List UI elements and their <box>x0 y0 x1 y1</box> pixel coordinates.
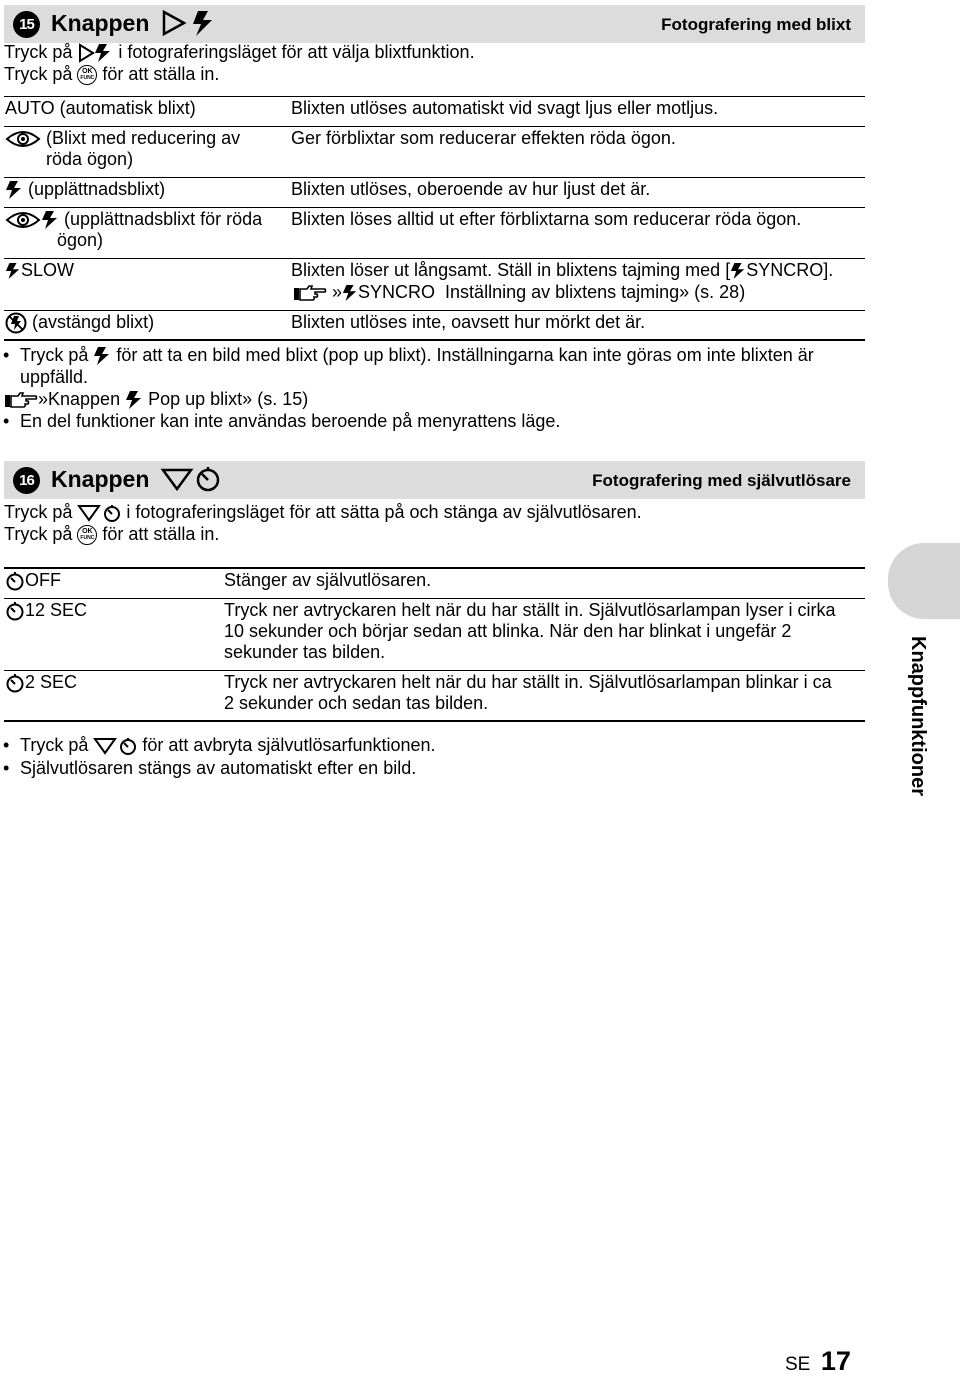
timer-mode-label <box>5 570 61 591</box>
intro-text: Tryck på <box>4 64 73 84</box>
flash-icon <box>125 390 143 410</box>
flash-mode-label <box>5 312 154 334</box>
section-15-header <box>4 5 865 43</box>
self-timer-icon <box>5 601 25 621</box>
intro-line-2 <box>4 524 219 545</box>
intro-text: för att ställa in. <box>102 64 220 84</box>
table-rule <box>4 96 865 97</box>
self-timer-icon <box>5 673 25 693</box>
flash-mode-desc-text: Blixten löser ut långsamt. Ställ in blixtens tajming med [ <box>291 260 731 280</box>
note-text-cont: uppfälld. <box>20 367 89 387</box>
right-arrow-flash-icon <box>160 9 218 37</box>
intro-text: Tryck på <box>4 42 73 62</box>
table-rule <box>4 598 865 599</box>
page-reference <box>4 389 308 410</box>
timer-mode-label-text: 2 SEC <box>25 672 78 692</box>
flash-mode-desc: Blixten utlöses, oberoende av hur ljust det är. <box>291 179 651 199</box>
page-number: 17 <box>820 1346 851 1376</box>
flash-mode-label-text: SLOW <box>21 260 75 280</box>
flash-mode-label-cont: ögon) <box>57 230 104 250</box>
timer-mode-label-text: 12 SEC <box>25 600 88 620</box>
section-category: Fotografering med självutlösare <box>592 471 851 490</box>
intro-line-1 <box>4 42 475 63</box>
timer-mode-desc: 2 sekunder och sedan tas bilden. <box>224 693 489 713</box>
side-tab-marker <box>888 543 960 619</box>
right-arrow-flash-icon <box>77 43 113 63</box>
down-arrow-self-timer-icon <box>93 736 137 756</box>
flash-mode-label: AUTO (automatisk blixt) <box>5 98 196 118</box>
intro-text: Tryck på <box>4 524 73 544</box>
section-number-badge: 15 <box>13 11 40 38</box>
self-timer-icon <box>5 571 25 591</box>
red-eye-flash-icon <box>5 210 59 230</box>
hand-pointer-icon <box>293 284 327 302</box>
section-16-header <box>4 461 865 499</box>
table-rule <box>4 670 865 671</box>
flash-mode-label <box>5 260 74 281</box>
section-title-text: Knappen <box>51 10 150 36</box>
ok-func-button-icon: OK FUNC <box>77 65 97 85</box>
note-text: Tryck på <box>20 735 89 755</box>
flash-mode-desc: Blixten löses alltid ut efter förblixtarna som reducerar röda ögon. <box>291 209 802 229</box>
timer-mode-desc: Tryck ner avtryckaren helt när du har ställt in. Självutlösarlampan blinkar i ca <box>224 672 832 692</box>
section-category: Fotografering med blixt <box>661 15 851 34</box>
timer-mode-label <box>5 600 87 621</box>
section-number-badge: 16 <box>13 467 40 494</box>
section-title-text: Knappen <box>51 466 150 492</box>
flash-mode-desc: Blixten utlöses automatiskt vid svagt ljus eller motljus. <box>291 98 719 118</box>
timer-mode-desc: sekunder tas bilden. <box>224 642 386 662</box>
table-rule <box>4 339 865 341</box>
flash-icon <box>5 180 23 200</box>
down-arrow-self-timer-icon <box>160 465 222 493</box>
page-footer <box>785 1346 851 1377</box>
timer-mode-desc: Stänger av självutlösaren. <box>224 570 432 590</box>
flash-mode-desc: Ger förblixtar som reducerar effekten röda ögon. <box>291 128 676 148</box>
flash-mode-desc: Blixten utlöses inte, oavsett hur mörkt det är. <box>291 312 646 332</box>
page-reference-text: »Knappen <box>38 389 121 409</box>
intro-text: för att ställa in. <box>102 524 220 544</box>
note-text: för att avbryta självutlösarfunktionen. <box>142 735 436 755</box>
intro-text: Tryck på <box>4 502 73 522</box>
flash-off-icon <box>5 312 27 334</box>
flash-mode-label <box>5 179 165 200</box>
note-text: Tryck på <box>20 345 89 365</box>
flash-mode-desc <box>291 260 833 281</box>
page-reference-text: SYNCRO Inställning av blixtens tajming» (s. 28) <box>358 282 746 302</box>
flash-mode-label <box>5 128 240 149</box>
flash-mode-desc-text: SYNCRO]. <box>746 260 834 280</box>
down-arrow-self-timer-icon <box>77 503 121 523</box>
intro-line-2 <box>4 64 219 85</box>
flash-icon <box>342 283 358 303</box>
table-rule <box>4 720 865 722</box>
note-bullet <box>20 735 436 756</box>
table-rule <box>4 310 865 311</box>
flash-mode-label <box>5 209 262 230</box>
note-bullet: • Självutlösaren stängs av automatiskt efter en bild. <box>20 758 416 779</box>
ok-func-button-icon: OK FUNC <box>77 525 97 545</box>
section-title <box>51 466 222 493</box>
flash-icon <box>5 261 21 281</box>
table-rule <box>4 258 865 259</box>
timer-mode-desc: 10 sekunder och börjar sedan att blinka. När den har blinkat i ungefär 2 <box>224 621 792 641</box>
intro-line-1 <box>4 502 642 523</box>
page-reference <box>293 282 745 303</box>
flash-icon <box>730 261 746 281</box>
table-rule <box>4 177 865 178</box>
timer-mode-desc: Tryck ner avtryckaren helt när du har ställt in. Självutlösarlampan lyser i cirka <box>224 600 836 620</box>
note-text: för att ta en bild med blixt (pop up blixt). Inställningarna kan inte göras om inte blixten är <box>116 345 814 365</box>
flash-mode-label-text: (avstängd blixt) <box>32 312 155 332</box>
page-reference-text: » <box>332 282 343 302</box>
table-rule <box>4 207 865 208</box>
intro-text: i fotograferingsläget för att välja blixtfunktion. <box>118 42 475 62</box>
red-eye-icon <box>5 129 41 149</box>
language-code: SE <box>785 1354 811 1375</box>
flash-icon <box>93 346 111 366</box>
note-bullet <box>20 345 814 366</box>
table-rule <box>4 126 865 127</box>
intro-text: i fotograferingsläget för att sätta på och stänga av självutlösaren. <box>126 502 642 522</box>
hand-pointer-icon <box>4 391 38 409</box>
timer-mode-label-text: OFF <box>25 570 61 590</box>
side-tab-label: Knappfunktioner <box>907 636 929 796</box>
flash-mode-label-text: (Blixt med reducering av <box>46 128 241 148</box>
note-bullet: • En del funktioner kan inte användas beroende på menyrattens läge. <box>20 411 560 432</box>
section-title <box>51 10 218 37</box>
flash-mode-label-cont: röda ögon) <box>46 149 134 169</box>
flash-mode-label-text: (upplättnadsblixt) <box>28 179 166 199</box>
flash-mode-label-text: (upplättnadsblixt för röda <box>64 209 263 229</box>
table-rule <box>4 567 865 569</box>
timer-mode-label <box>5 672 77 693</box>
page-reference-text: Pop up blixt» (s. 15) <box>148 389 309 409</box>
